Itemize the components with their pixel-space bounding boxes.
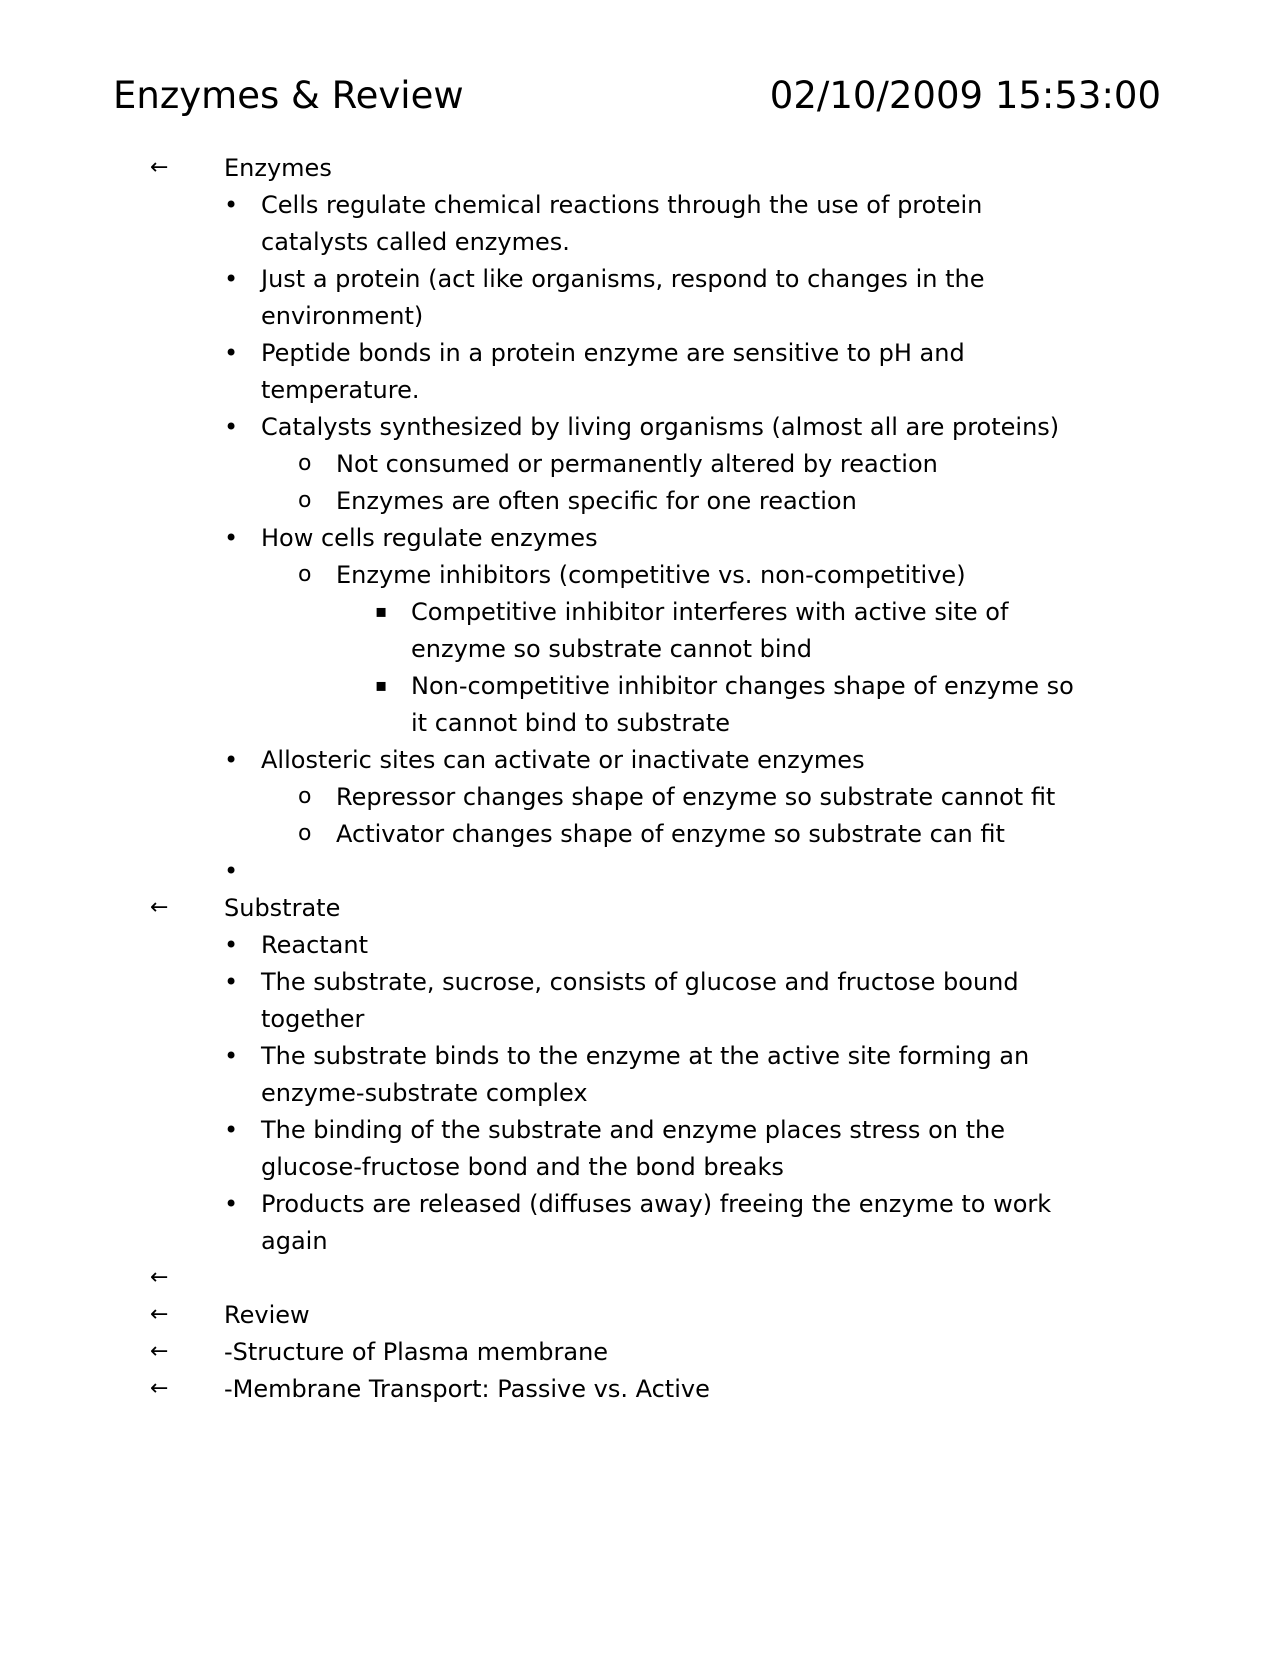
sub-sub-list-item-text: it cannot bind to substrate [411,709,731,737]
list-item-text: The binding of the substrate and enzyme places stress on the [261,1116,1005,1144]
sub-list-item-text: Repressor changes shape of enzyme so substrate cannot fit [336,783,1056,811]
list-item-text: glucose-fructose bond and the bond breaks [261,1153,784,1181]
list-item-text: The substrate binds to the enzyme at the active site forming an [261,1042,1030,1070]
list-item-text: Allosteric sites can activate or inactivate enzymes [261,746,865,774]
bullet-icon: • [224,857,239,885]
list-item-text: enzyme-substrate complex [261,1079,588,1107]
circle-bullet-icon: o [298,784,312,809]
circle-bullet-icon: o [298,451,312,476]
section-heading: Enzymes [224,154,332,182]
list-item-text: temperature. [261,376,420,404]
arrow-icon: ← [150,155,169,180]
list-item-text: How cells regulate enzymes [261,524,598,552]
arrow-icon: ← [150,895,169,920]
list-item-text: Products are released (diffuses away) freeing the enzyme to work [261,1190,1052,1218]
bullet-icon: • [224,968,239,996]
list-item-text: environment) [261,302,424,330]
sub-list-item-text: Enzymes are often specific for one reaction [336,487,857,515]
circle-bullet-icon: o [298,821,312,846]
sub-list-item-text: Enzyme inhibitors (competitive vs. non-competitive) [336,561,966,589]
list-item-text: Reactant [261,931,369,959]
bullet-icon: • [224,413,239,441]
bullet-icon: • [224,524,239,552]
circle-bullet-icon: o [298,488,312,513]
bullet-icon: • [224,339,239,367]
square-bullet-icon: ▪ [375,601,388,622]
list-item-text: again [261,1227,328,1255]
document-title: Enzymes & Review [113,74,464,117]
sub-sub-list-item-text: Non-competitive inhibitor changes shape of enzyme so [411,672,1074,700]
outline-item-text: -Structure of Plasma membrane [224,1338,609,1366]
arrow-icon: ← [150,1265,169,1290]
section-heading: Substrate [224,894,341,922]
circle-bullet-icon: o [298,562,312,587]
list-item-text: Catalysts synthesized by living organisms (almost all are proteins) [261,413,1060,441]
sub-sub-list-item-text: Competitive inhibitor interferes with active site of [411,598,1009,626]
square-bullet-icon: ▪ [375,675,388,696]
bullet-icon: • [224,1116,239,1144]
sub-sub-list-item-text: enzyme so substrate cannot bind [411,635,813,663]
arrow-icon: ← [150,1339,169,1364]
sub-list-item-text: Activator changes shape of enzyme so substrate can fit [336,820,1005,848]
document-datetime: 02/10/2009 15:53:00 [769,74,1161,117]
sub-list-item-text: Not consumed or permanently altered by reaction [336,450,938,478]
bullet-icon: • [224,1190,239,1218]
bullet-icon: • [224,931,239,959]
list-item-text: together [261,1005,365,1033]
bullet-icon: • [224,1042,239,1070]
list-item-text: Just a protein (act like organisms, respond to changes in the [261,265,985,293]
arrow-icon: ← [150,1376,169,1401]
outline-item-text: -Membrane Transport: Passive vs. Active [224,1375,710,1403]
bullet-icon: • [224,746,239,774]
bullet-icon: • [224,265,239,293]
list-item-text: catalysts called enzymes. [261,228,570,256]
arrow-icon: ← [150,1302,169,1327]
list-item-text: The substrate, sucrose, consists of glucose and fructose bound [261,968,1019,996]
page-header [113,72,1161,120]
list-item-text: Cells regulate chemical reactions through the use of protein [261,191,983,219]
list-item-text: Peptide bonds in a protein enzyme are sensitive to pH and [261,339,965,367]
bullet-icon: • [224,191,239,219]
section-heading: Review [224,1301,310,1329]
